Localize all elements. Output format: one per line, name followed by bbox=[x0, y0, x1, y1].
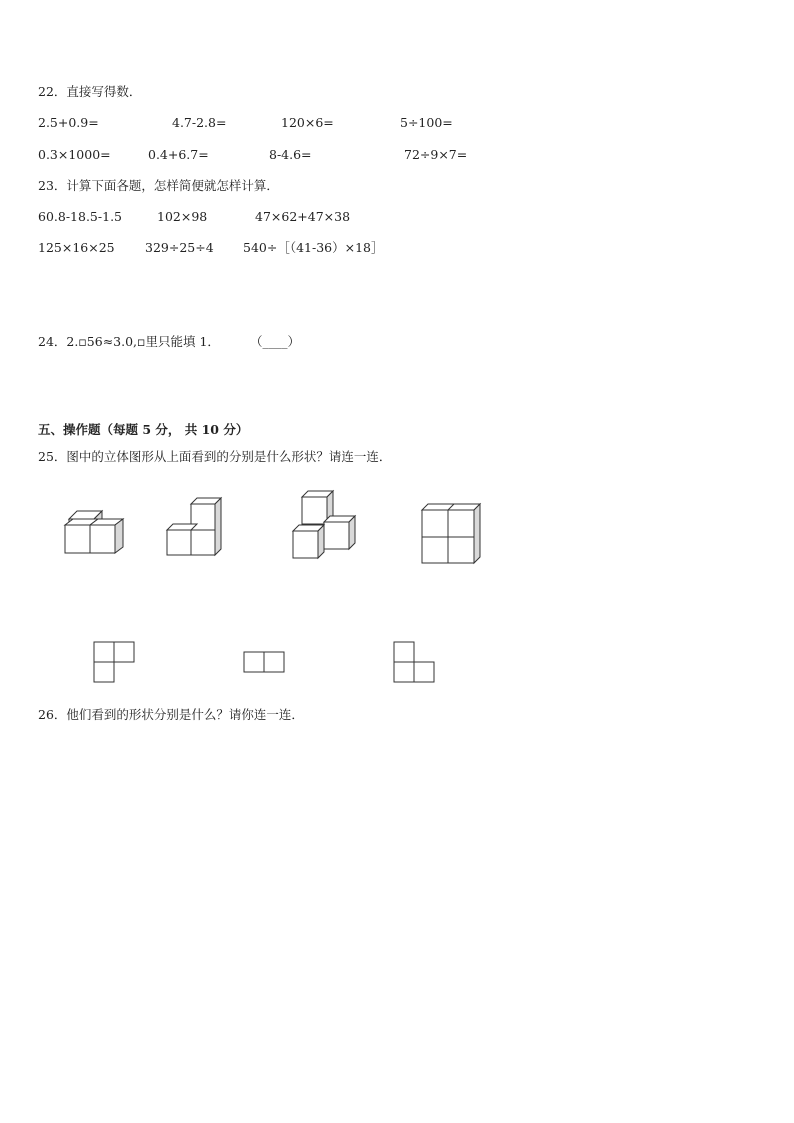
q22-r1-c2: 4.7-2.8= bbox=[172, 115, 227, 130]
solid-figure-2 bbox=[163, 494, 229, 558]
q23-r1-c3: 47×62+47×38 bbox=[255, 209, 351, 224]
solid-figure-1 bbox=[60, 505, 130, 557]
top-view-option-1[interactable] bbox=[93, 641, 137, 685]
q23-r1-c2: 102×98 bbox=[157, 209, 208, 224]
q26-title: 26．他们看到的形状分别是什么？请你连一连． bbox=[38, 707, 304, 722]
q23-title: 23．计算下面各题，怎样简便就怎样计算． bbox=[38, 178, 279, 193]
q24-answer-blank[interactable]: （____） bbox=[250, 334, 301, 349]
section5-title: 五、操作题（每题 5 分， 共 10 分） bbox=[38, 422, 249, 437]
solid-figure-3 bbox=[288, 488, 364, 560]
q22-r2-c4: 72÷9×7= bbox=[404, 147, 468, 162]
top-view-option-2[interactable] bbox=[243, 651, 287, 675]
q23-r2-c1: 125×16×25 bbox=[38, 240, 115, 255]
q22-title: 22．直接写得数． bbox=[38, 84, 142, 99]
q22-r2-c2: 0.4+6.7= bbox=[148, 147, 209, 162]
q23-r1-c1: 60.8-18.5-1.5 bbox=[38, 209, 122, 224]
q24-text: 24．2.▫56≈3.0,▫里只能填 1． bbox=[38, 334, 220, 349]
q22-r2-c1: 0.3×1000= bbox=[38, 147, 111, 162]
q22-r2-c3: 8-4.6= bbox=[269, 147, 312, 162]
solid-figure-4 bbox=[418, 502, 486, 566]
q23-r2-c2: 329÷25÷4 bbox=[145, 240, 214, 255]
q22-r1-c3: 120×6= bbox=[281, 115, 334, 130]
q22-r1-c1: 2.5+0.9= bbox=[38, 115, 99, 130]
q23-r2-c3: 540÷［（41-36）×18］ bbox=[243, 240, 384, 255]
top-view-option-3[interactable] bbox=[393, 641, 437, 685]
q25-title: 25．图中的立体图形从上面看到的分别是什么形状？请连一连． bbox=[38, 449, 392, 464]
q22-r1-c4: 5÷100= bbox=[400, 115, 453, 130]
